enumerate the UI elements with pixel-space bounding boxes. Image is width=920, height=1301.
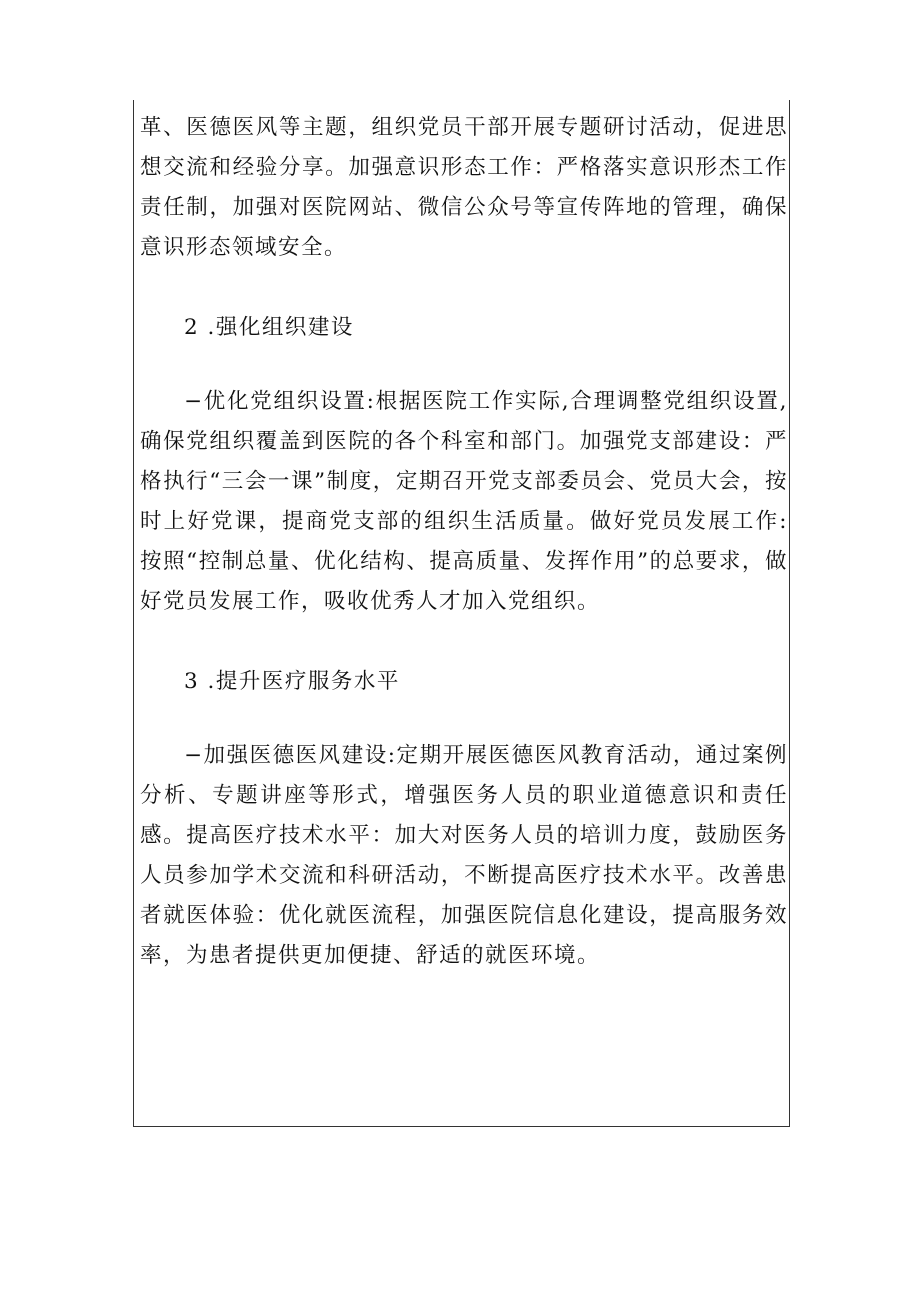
document-body bbox=[140, 108, 788, 976]
heading-organization: 2 .强化组织建设 bbox=[184, 315, 354, 340]
spacer bbox=[140, 622, 788, 662]
spacer bbox=[140, 348, 788, 382]
spacer bbox=[140, 702, 788, 736]
heading-medical-service: 3 .提升医疗服务水平 bbox=[184, 669, 400, 694]
paragraph-ideology: 革、医德医风等主题，组织党员干部开展专题研讨活动，促进思想交流和经验分享。加强意识形态工作：严格落实意识形杰工作责任制，加强对医院网站、微信公众号等宣传阵地的管理，确保意识形态领域安全。 bbox=[140, 115, 788, 260]
paragraph-medical-service: −加强医德医风建设:定期开展医德医风教育活动，通过案例分析、专题讲座等形式，增强医务人员的职业道德意识和责任感。提高医疗技术水平：加大对医务人员的培训力度，鼓励医务人员参加学术交流和科研活动，不断提高医疗技术水平。改善患者就医体验：优化就医流程，加强医院信息化建设，提高服务效率，为患者提供更加便捷、舒适的就医环境。 bbox=[140, 743, 788, 968]
spacer bbox=[140, 268, 788, 308]
paragraph-organization: −优化党组织设置:根据医院工作实际,合理调整党组织设置,确保党组织覆盖到医院的各个科室和部门。加强党支部建设：严格执行“三会一课”制度，定期召开党支部委员会、党员大会，按时上好党课，提商党支部的组织生活质量。做好党员发展工作:按照“控制总量、优化结构、提高质量、发挥作用”的总要求，做好党员发展工作，吸收优秀人才加入党组织。 bbox=[140, 389, 788, 614]
